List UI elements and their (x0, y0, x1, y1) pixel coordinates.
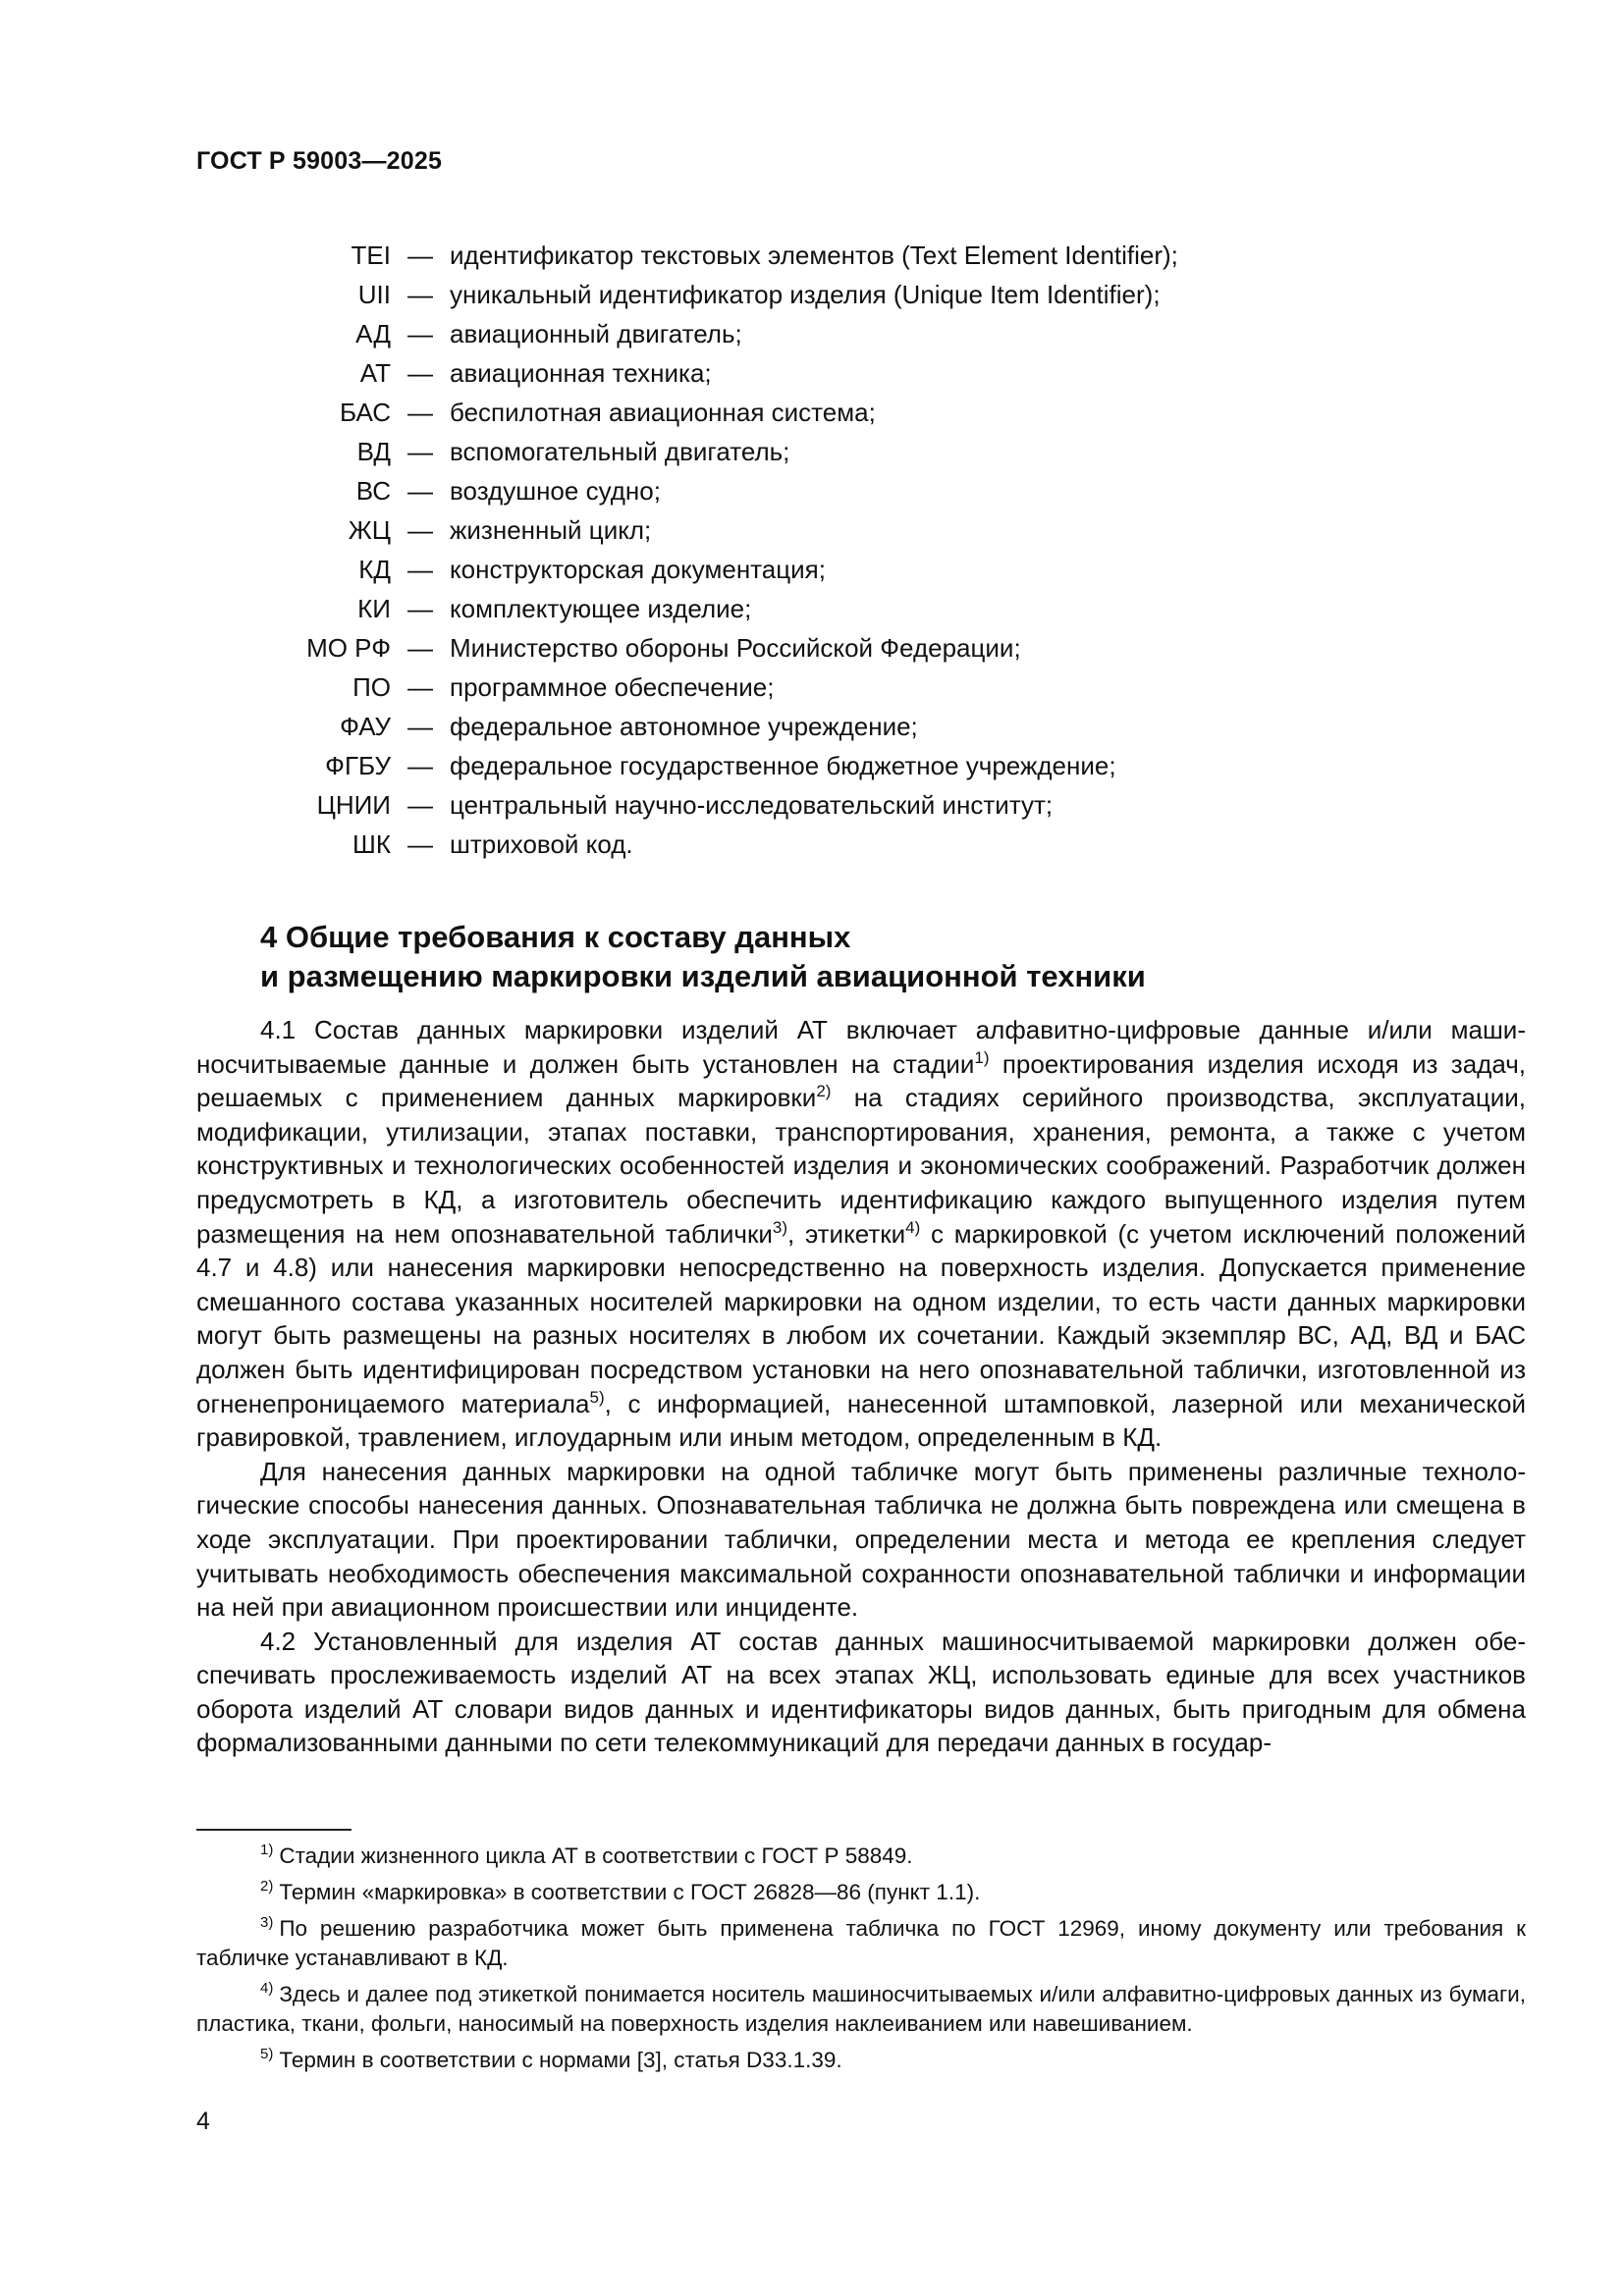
abbreviation-definition: конструкторская документация; (450, 555, 826, 584)
abbreviation-dash: — (407, 790, 433, 820)
footnote (196, 1878, 1526, 1907)
footnote-mark: 4) (260, 1980, 274, 1997)
paragraph-4-2: 4.2 Установленный для изделия АТ состав данных машиносчитываемой маркировки должен обеспечивать прослеживаемость изделий АТ на всех этапах ЖЦ, использовать единые для всех участников оборота изделий АТ словари видов данных и идентификаторы видов данных, быть пригодным для обмена формализованными данными по сети телекоммуникаций для передачи данных в государ- (196, 1626, 1526, 1758)
abbreviation-definition: жизненный цикл; (450, 515, 652, 545)
footnote-mark: 3) (260, 1914, 274, 1931)
abbreviation-definition: штриховой код. (450, 829, 633, 859)
page-number: 4 (196, 2108, 210, 2135)
section-heading-line: и размещению маркировки изделий авиационной техники (260, 959, 1146, 993)
footnote-separator (196, 1829, 352, 1831)
abbreviation-term: БАС (339, 398, 391, 427)
footnote (196, 1980, 1526, 2039)
abbreviation-definition: идентификатор текстовых элементов (Text Element Identifier); (450, 240, 1178, 270)
abbreviation-item (196, 667, 1473, 707)
section-heading-line: 4 Общие требования к составу данных (260, 920, 851, 954)
abbreviation-dash: — (407, 829, 433, 859)
abbreviation-dash: — (407, 319, 433, 348)
abbreviation-dash: — (407, 555, 433, 584)
abbreviation-term: ВД (356, 437, 391, 466)
abbreviation-definition: уникальный идентификатор изделия (Unique Item Identifier); (450, 280, 1161, 309)
paragraph-text: 4.1 Состав данных маркировки изделий АТ включает алфавитно-цифровые данные и/или машиносчитываемые данные и должен быть установлен на стадии (196, 1015, 1526, 1079)
footnote-ref: 5) (589, 1387, 605, 1407)
section-body (196, 1013, 1526, 1760)
abbreviation-definition: федеральное автономное учреждение; (450, 712, 918, 741)
abbreviation-term: ФАУ (340, 712, 391, 741)
abbreviation-item (196, 707, 1473, 746)
abbreviation-item (196, 432, 1473, 471)
abbreviation-dash: — (407, 594, 433, 623)
abbreviation-item (196, 353, 1473, 393)
abbreviation-term: ВС (355, 476, 391, 506)
abbreviation-item (196, 471, 1473, 510)
footnote-text: Термин в соответствии с нормами [3], статья D33.1.39. (279, 2048, 842, 2072)
abbreviation-term: АД (355, 319, 391, 348)
abbreviation-term: ПО (352, 672, 391, 702)
abbreviation-term: ШК (352, 829, 391, 859)
abbreviation-item (196, 550, 1473, 589)
section-heading (260, 918, 1438, 996)
abbreviation-definition: федеральное государственное бюджетное учреждение; (450, 751, 1116, 780)
abbreviation-term: TEI (351, 240, 391, 270)
paragraph-text: проектирования изделия исходя из задач, решаемых с применением данных маркировки (196, 1048, 1526, 1113)
abbreviation-term: КД (358, 555, 391, 584)
paragraph-text: на стадиях серийного производства, эксплуатации, модификации, утилизации, этапах поставки, транспортирования, хранения, ремонта, а также с учетом конструктивных и технологических особенностей изделия и экономических соображений. Разработчик должен предусмотреть в КД, а изготовитель обеспечить идентификацию каждого выпущенного изделия путем размещения на нем опознавательной таблички (196, 1083, 1526, 1249)
abbreviation-term: ЖЦ (348, 515, 391, 545)
footnote-ref: 1) (974, 1047, 990, 1067)
abbreviation-item (196, 236, 1473, 275)
abbreviation-definition: центральный научно-исследовательский институт; (450, 790, 1054, 820)
footnote-mark: 5) (260, 2046, 274, 2062)
abbreviation-dash: — (407, 476, 433, 506)
abbreviation-dash: — (407, 398, 433, 427)
footnote-ref: 2) (816, 1082, 832, 1101)
footnote-mark: 2) (260, 1878, 274, 1895)
abbreviation-item (196, 628, 1473, 667)
paragraph-text: , этикетки (787, 1218, 906, 1249)
abbreviation-definition: авиационный двигатель; (450, 319, 742, 348)
footnote (196, 1842, 1526, 1871)
footnotes (196, 1842, 1526, 2082)
abbreviation-dash: — (407, 712, 433, 741)
abbreviation-item (196, 393, 1473, 432)
abbreviation-term: АТ (359, 358, 391, 388)
abbreviation-item (196, 275, 1473, 314)
paragraph-4-1-continued: Для нанесения данных маркировки на одной табличке могут быть применены различные технологические способы нанесения данных. Опознавательная табличка не должна быть повреждена или смещена в ходе эксплуатации. При проектировании таблички, определении места и метода ее крепления следует учитывать необходимость обеспечения максимальной сохранности опознавательной таблички и информации на ней при авиационном происшествии или инциденте. (196, 1456, 1526, 1623)
footnote-mark: 1) (260, 1842, 274, 1858)
abbreviation-definition: вспомогательный двигатель; (450, 437, 790, 466)
abbreviation-definition: воздушное судно; (450, 476, 661, 506)
abbreviation-term: ФГБУ (325, 751, 391, 780)
abbreviation-dash: — (407, 240, 433, 270)
footnote-text: Стадии жизненного цикла АТ в соответствии с ГОСТ Р 58849. (279, 1843, 913, 1868)
abbreviation-definition: программное обеспечение; (450, 672, 775, 702)
abbreviation-term: ЦНИИ (316, 790, 391, 820)
document-header: ГОСТ Р 59003—2025 (196, 147, 443, 175)
abbreviation-definition: Министерство обороны Российской Федерации; (450, 633, 1021, 663)
paragraph-text: , с информацией, нанесенной штамповкой, лазерной или механической гравировкой, травлением, иглоударным или иным методом, определенным в КД. (196, 1388, 1526, 1453)
footnote-text: Здесь и далее под этикеткой понимается носитель машиносчитываемых и/или алфавитно-цифровых данных из бумаги, пластика, ткани, фольги, наносимый на поверхность изделия наклеиванием или навешиванием. (196, 1982, 1526, 2036)
abbreviation-item (196, 589, 1473, 628)
footnote-text: Термин «маркировка» в соответствии с ГОСТ 26828—86 (пункт 1.1). (279, 1880, 981, 1904)
abbreviation-list (196, 236, 1473, 864)
paragraph-text: с маркировкой (с учетом исключений положений 4.7 и 4.8) или нанесения маркировки непосредственно на поверхность изделия. Допускается применение смешанного состава указанных носителей маркировки на одном изделии, то есть части данных маркировки могут быть размещены на разных носителях в любом их сочетании. Каждый экземпляр ВС, АД, ВД и БАС должен быть идентифицирован посредством установки на него опознавательной таблички, изготовленной из огненепроницаемого материала (196, 1218, 1526, 1418)
abbreviation-dash: — (407, 633, 433, 663)
abbreviation-dash: — (407, 672, 433, 702)
paragraph-4-1 (196, 1013, 1526, 1455)
footnote-text: По решению разработчика может быть применена табличка по ГОСТ 12969, иному документу или требования к табличке устанавливают в КД. (196, 1916, 1526, 1970)
footnote-ref: 3) (772, 1217, 787, 1237)
footnote (196, 2046, 1526, 2075)
footnote (196, 1914, 1526, 1973)
footnote-ref: 4) (905, 1217, 921, 1237)
abbreviation-dash: — (407, 437, 433, 466)
abbreviation-definition: авиационная техника; (450, 358, 712, 388)
abbreviation-definition: беспилотная авиационная система; (450, 398, 876, 427)
abbreviation-term: МО РФ (306, 633, 391, 663)
abbreviation-term: КИ (357, 594, 391, 623)
abbreviation-item (196, 746, 1473, 785)
abbreviation-item (196, 825, 1473, 864)
abbreviation-definition: комплектующее изделие; (450, 594, 752, 623)
abbreviation-dash: — (407, 358, 433, 388)
abbreviation-item (196, 785, 1473, 825)
abbreviation-dash: — (407, 280, 433, 309)
abbreviation-dash: — (407, 751, 433, 780)
abbreviation-term: UII (357, 280, 391, 309)
abbreviation-item (196, 510, 1473, 550)
abbreviation-dash: — (407, 515, 433, 545)
abbreviation-item (196, 314, 1473, 353)
